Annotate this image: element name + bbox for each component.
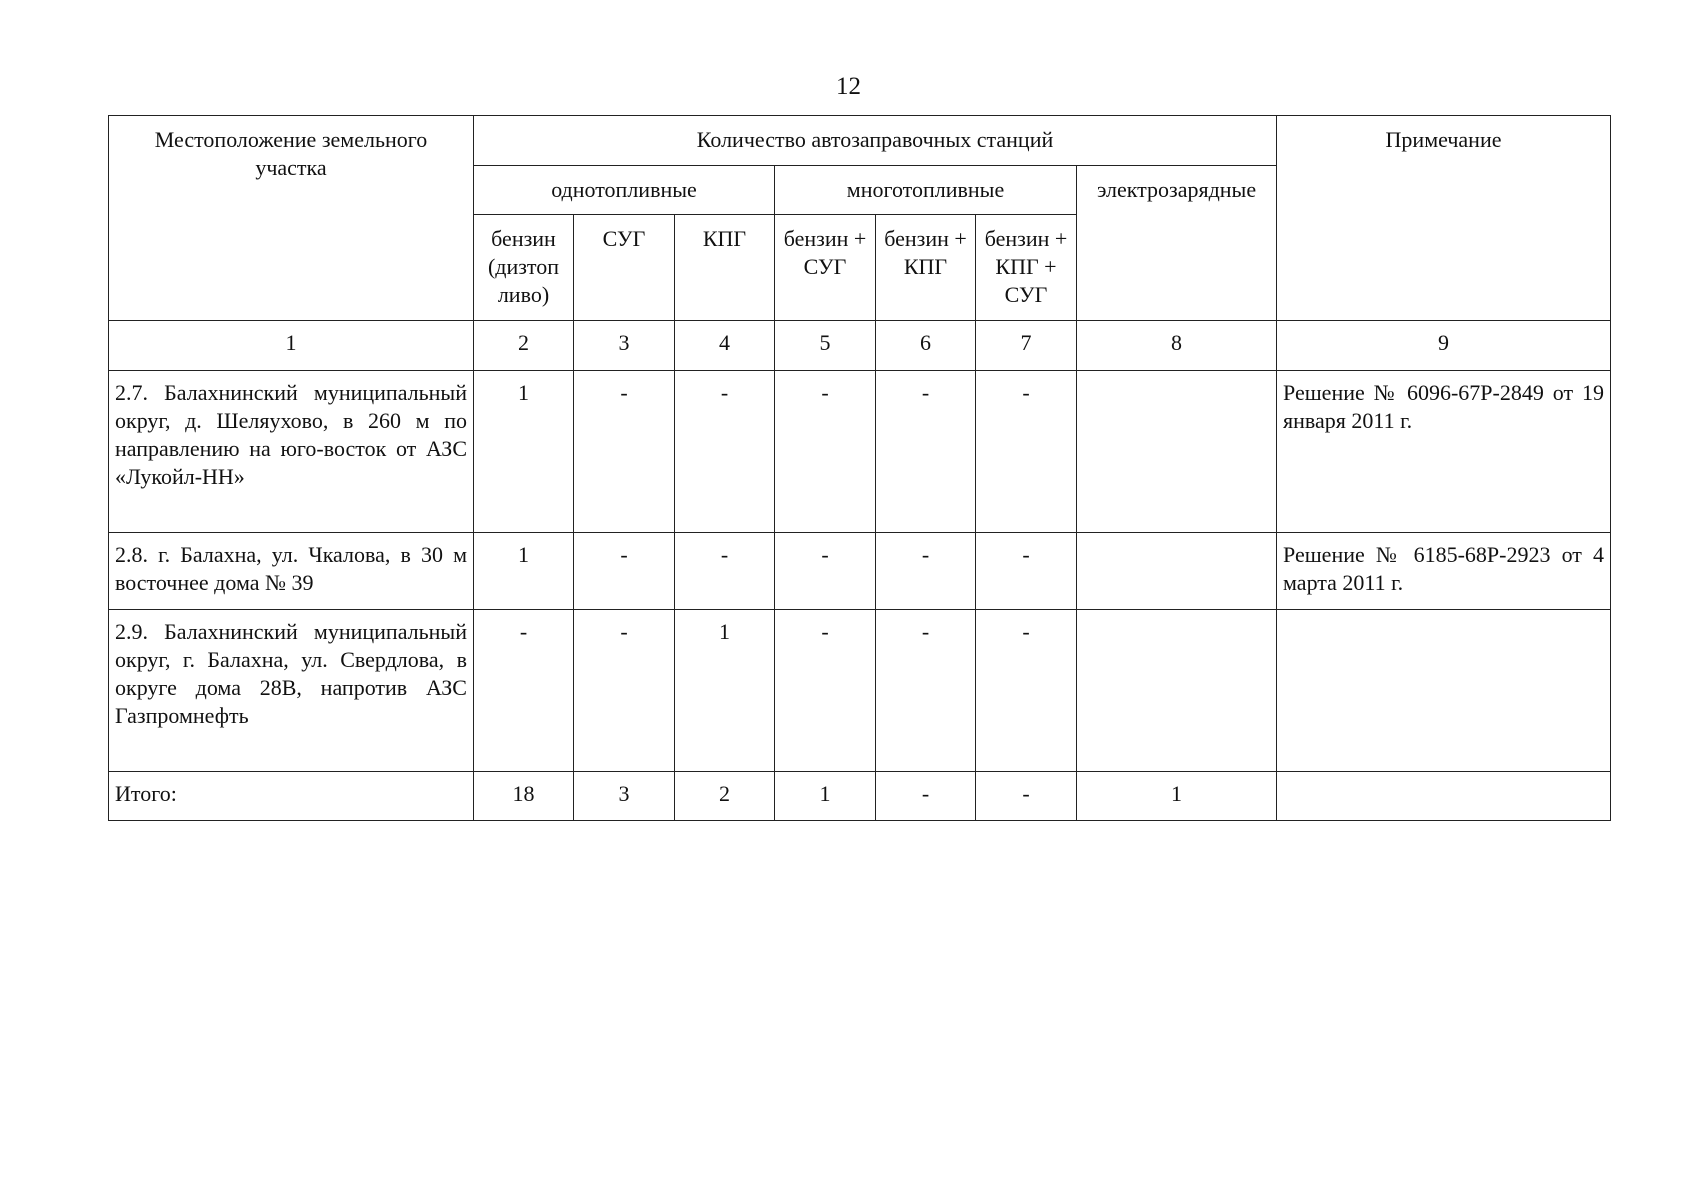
row-value: - — [775, 610, 876, 772]
header-note: Примечание — [1277, 116, 1611, 321]
page-number: 12 — [836, 73, 861, 100]
row-value — [1077, 610, 1277, 772]
header-sub-cng: КПГ — [675, 215, 775, 321]
row-value — [1077, 533, 1277, 610]
column-number: 7 — [976, 321, 1077, 371]
row-value: - — [976, 533, 1077, 610]
row-value: - — [574, 533, 675, 610]
row-value: - — [876, 610, 976, 772]
total-value: 18 — [474, 772, 574, 821]
total-value: 1 — [775, 772, 876, 821]
header-sub-petrol-cng: бензин + КПГ — [876, 215, 976, 321]
header-electric: электрозарядные — [1077, 166, 1277, 321]
row-value: - — [876, 533, 976, 610]
header-single-fuel: однотопливные — [474, 166, 775, 215]
column-number: 2 — [474, 321, 574, 371]
table-row — [109, 533, 1611, 610]
row-location: 2.7. Балахнинский муниципальный округ, д. Шеляухово, в 260 м по направлению на юго-восток от АЗС «Лукойл-НН» — [109, 371, 474, 533]
row-location: 2.8. г. Балахна, ул. Чкалова, в 30 м восточнее дома № 39 — [109, 533, 474, 610]
row-value: - — [675, 371, 775, 533]
total-value: - — [976, 772, 1077, 821]
total-note — [1277, 772, 1611, 821]
table-row — [109, 371, 1611, 533]
row-value: - — [976, 371, 1077, 533]
row-value: - — [775, 533, 876, 610]
row-note — [1277, 610, 1611, 772]
total-value: 1 — [1077, 772, 1277, 821]
header-multi-fuel: многотопливные — [775, 166, 1077, 215]
row-note: Решение № 6096-67Р-2849 от 19 января 2011 г. — [1277, 371, 1611, 533]
header-sub-lpg: СУГ — [574, 215, 675, 321]
row-value: - — [876, 371, 976, 533]
row-value — [1077, 371, 1277, 533]
column-number: 4 — [675, 321, 775, 371]
header-location: Местоположение земельного участка — [109, 116, 474, 321]
row-note: Решение № 6185-68Р-2923 от 4 марта 2011 г. — [1277, 533, 1611, 610]
row-value: - — [976, 610, 1077, 772]
header-stations-count: Количество автозаправочных станций — [474, 116, 1277, 166]
row-value: - — [775, 371, 876, 533]
header-sub-petrol-lpg: бензин + СУГ — [775, 215, 876, 321]
column-number: 8 — [1077, 321, 1277, 371]
header-sub-petrol-diesel: бензин (дизтоп ливо) — [474, 215, 574, 321]
row-value: 1 — [474, 533, 574, 610]
header-sub-petrol-cng-lpg: бензин + КПГ + СУГ — [976, 215, 1077, 321]
total-row — [109, 772, 1611, 821]
row-value: - — [574, 610, 675, 772]
column-number: 5 — [775, 321, 876, 371]
column-number: 6 — [876, 321, 976, 371]
row-value: - — [474, 610, 574, 772]
column-number: 1 — [109, 321, 474, 371]
column-numbers-row — [109, 321, 1611, 371]
row-value: - — [574, 371, 675, 533]
total-value: 3 — [574, 772, 675, 821]
table-row — [109, 610, 1611, 772]
total-label: Итого: — [109, 772, 474, 821]
row-location: 2.9. Балахнинский муниципальный округ, г. Балахна, ул. Свердлова, в округе дома 28В, напротив АЗС Газпромнефть — [109, 610, 474, 772]
column-number: 3 — [574, 321, 675, 371]
row-value: 1 — [474, 371, 574, 533]
total-value: 2 — [675, 772, 775, 821]
column-number: 9 — [1277, 321, 1611, 371]
row-value: 1 — [675, 610, 775, 772]
gas-stations-table — [108, 115, 1611, 821]
total-value: - — [876, 772, 976, 821]
row-value: - — [675, 533, 775, 610]
